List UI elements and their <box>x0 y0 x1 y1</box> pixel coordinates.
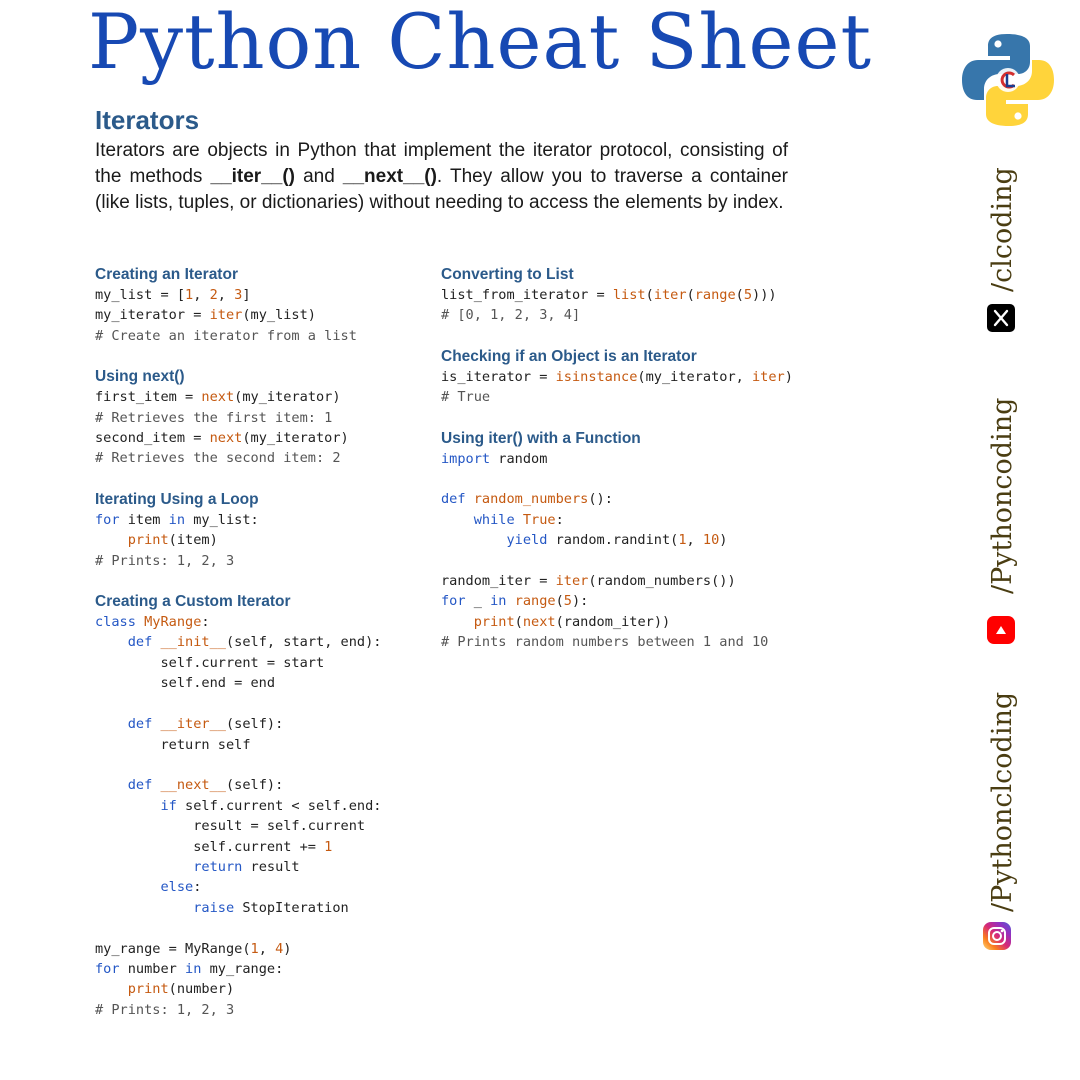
instagram-icon[interactable] <box>983 922 1011 950</box>
section-title: Creating an Iterator <box>95 266 238 283</box>
section-heading-iterators: Iterators <box>95 105 200 135</box>
x-icon[interactable] <box>987 304 1015 332</box>
code-block: import random def random_numbers(): while True: yield random.randint(1, 10) random_iter = iter(random_numbers()) for _ in range(5): print(next(random_iter)) # Prints random numbers between 1 and 10 <box>441 450 769 651</box>
section-creating-iterator <box>95 264 425 346</box>
next-method-name: __next__() <box>342 166 437 187</box>
section-title: Using iter() with a Function <box>441 429 641 447</box>
python-logo-icon <box>960 32 1056 128</box>
section-using-next <box>95 366 425 469</box>
section-checking-iterator <box>441 346 821 408</box>
section-title: Checking if an Object is an Iterator <box>441 347 697 365</box>
left-column <box>95 264 425 1040</box>
social-sidebar <box>950 0 1080 1080</box>
section-iterating-loop <box>95 489 425 571</box>
intro-paragraph: Iterators are objects in Python that implement the iterator protocol, consisting of the methods __iter__() and __next__(). They allow you to traverse a container (like lists, tuples, or dictionaries) without needing to access the elements by index. <box>95 140 788 213</box>
code-block: first_item = next(my_iterator) # Retrieves the first item: 1 second_item = next(my_iterator) # Retrieves the second item: 2 <box>95 389 349 467</box>
x-handle[interactable]: /clcoding <box>987 167 1018 292</box>
section-title: Iterating Using a Loop <box>95 490 259 508</box>
page-title: Python Cheat Sheet <box>87 0 872 86</box>
right-column <box>441 264 821 673</box>
section-converting-list <box>441 264 821 326</box>
code-block: my_list = [1, 2, 3] my_iterator = iter(my_list) # Create an iterator from a list <box>95 287 357 344</box>
instagram-handle[interactable]: /Pythonclcoding <box>987 691 1018 912</box>
code-block: list_from_iterator = list(iter(range(5))) # [0, 1, 2, 3, 4] <box>441 287 777 324</box>
iter-method-name: __iter__() <box>210 166 295 187</box>
youtube-handle[interactable]: /Pythoncoding <box>987 397 1018 594</box>
section-title: Using next() <box>95 368 185 386</box>
section-title: Converting to List <box>441 266 574 283</box>
code-block: class MyRange: def __init__(self, start, end): self.current = start self.end = end def __iter__(self): return self def __next__(self): if self.current < self.end: result = self.current self.current += 1 return result else: raise StopIteration my_range = MyRange(1, 4) for number in my_range: print(number) # Prints: 1, 2, 3 <box>95 614 382 1018</box>
youtube-icon[interactable] <box>987 616 1015 644</box>
section-custom-iterator <box>95 591 425 1020</box>
code-block: is_iterator = isinstance(my_iterator, iter) # True <box>441 368 793 406</box>
section-title: Creating a Custom Iterator <box>95 593 291 611</box>
section-iter-function <box>441 428 821 653</box>
code-block: for item in my_list: print(item) # Prints: 1, 2, 3 <box>95 511 259 569</box>
